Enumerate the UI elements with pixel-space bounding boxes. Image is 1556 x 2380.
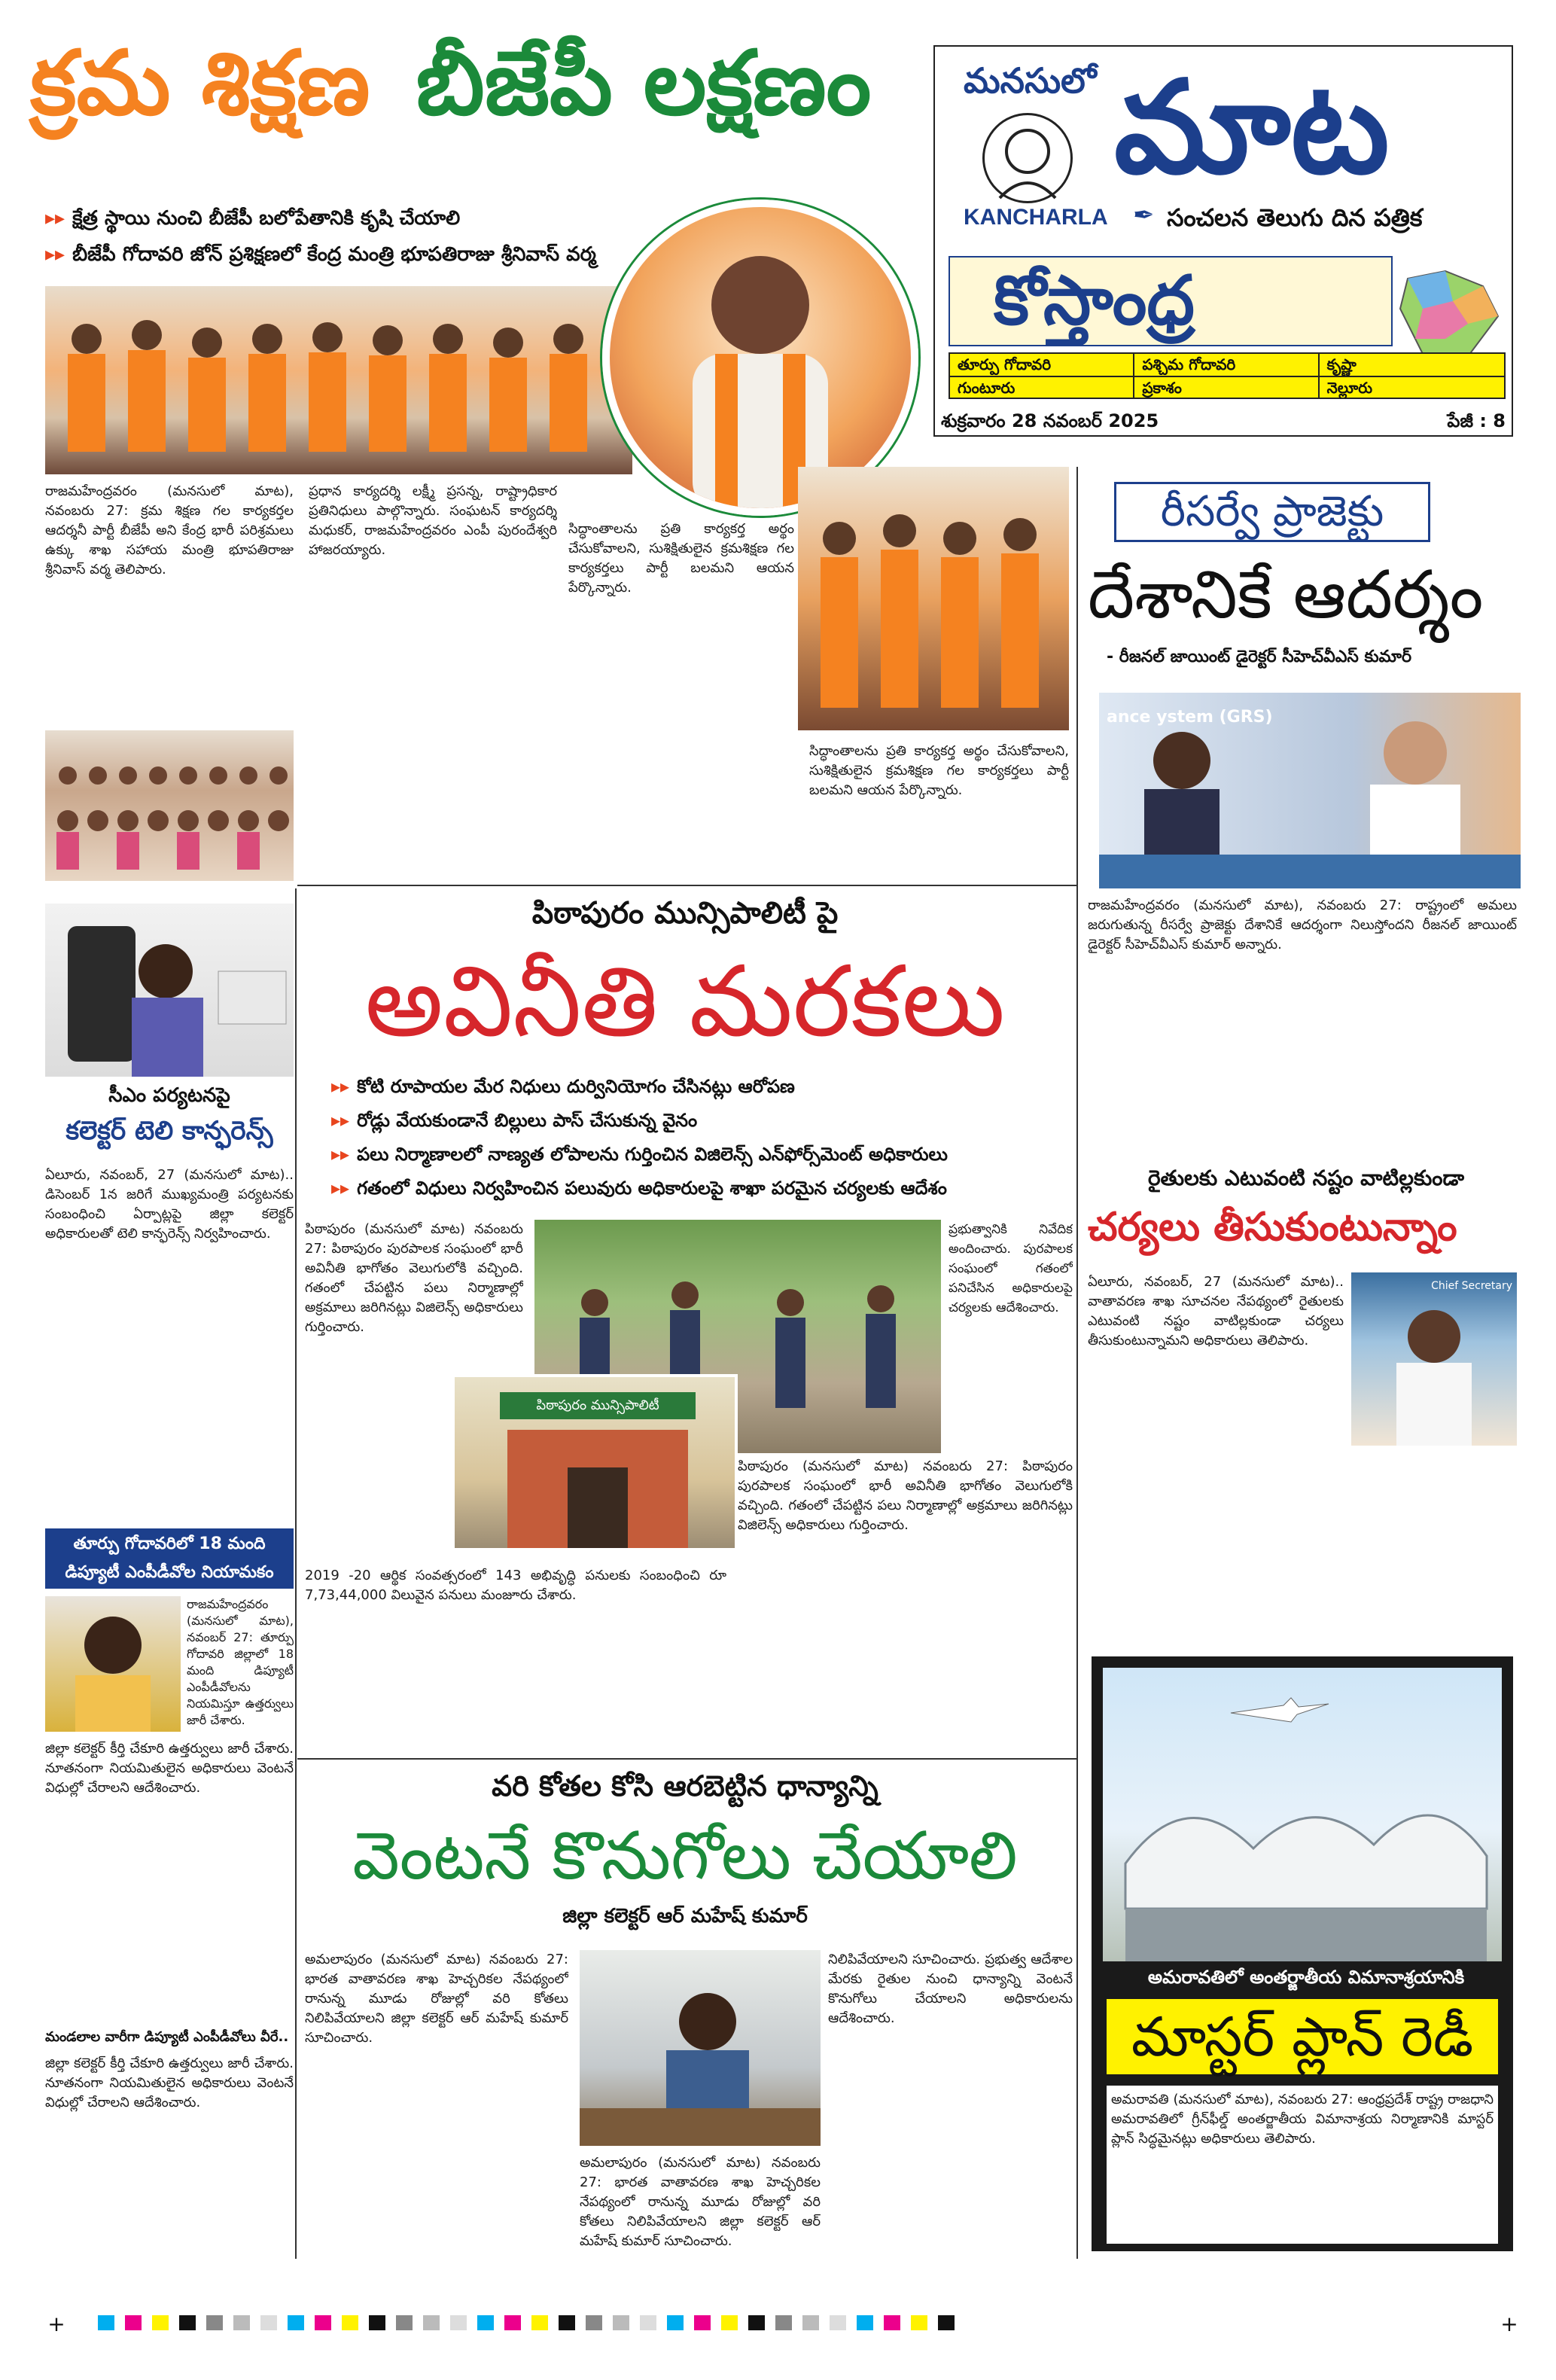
pithapuram-bullet-1: ▸▸ కోటి రూపాయల మేర నిధులు దుర్వినియోగం చేసినట్లు ఆరోపణ bbox=[331, 1076, 795, 1097]
deputy-mandal-list: జిల్లా కలెక్టర్ కీర్తి చేకూరి ఉత్తర్వులు జారీ చేశారు. నూతనంగా నియమితులైన అధికారులు వెంటనే విధుల్లో చేరాలని ఆదేశించారు. bbox=[45, 2055, 294, 2110]
collector-body: ఏలూరు, నవంబర్, 27 (మనసులో మాట).. డిసెంబర్ 1న జరిగే ముఖ్యమంత్రి పర్యటనకు సంబంధించి ఏర్పాట్లపై జిల్లా కలెక్టర్ అధికారులతో టెలి కాన్ఫరెన్స్ నిర్వహించారు. bbox=[45, 1167, 294, 1242]
lead-photo-audience bbox=[45, 730, 294, 881]
edition-title: కోస్తాంధ్ర bbox=[994, 261, 1195, 340]
paddy-byline: జిల్లా కలెక్టర్ ఆర్ మహేష్ కుమార్ bbox=[562, 1905, 808, 1927]
masthead-tagline: సంచలన తెలుగు దిన పత్రిక bbox=[1167, 203, 1423, 232]
pithapuram-body-col1: పిఠాపురం (మనసులో మాట) నవంబరు 27: పిఠాపురం పురపాలక సంఘంలో భారీ అవినీతి భాగోతం వెలుగులోకి వచ్చింది. గతంలో చేపట్టిన పలు నిర్మాణాల్లో అక్రమాలు జరిగినట్లు విజిలెన్స్ అధికారులు గుర్తించారు. bbox=[305, 1221, 523, 1335]
airport-render bbox=[1103, 1668, 1502, 1961]
resurvey-body: రాజమహేంద్రవరం (మనసులో మాట), నవంబరు 27: రాష్ట్రంలో అమలు జరుగుతున్న రీసర్వే ప్రాజెక్టు దేశానికే ఆదర్శంగా నిలుస్తోందని రీజనల్ జాయింట్ డైరెక్టర్ సీహెచ్‌వీఎస్ కుమార్ అన్నారు. bbox=[1088, 897, 1517, 952]
lead-body-col3: సిద్ధాంతాలను ప్రతి కార్యకర్త అర్థం చేసుకోవాలని, సుశిక్షితులైన క్రమశిక్షణ గల కార్యకర్తలు పార్టీ బలమని ఆయన పేర్కొన్నారు. bbox=[568, 521, 794, 596]
resurvey-headline: దేశానికే ఆదర్శం bbox=[1088, 556, 1484, 633]
pithapuram-body-col4: పిఠాపురం (మనసులో మాట) నవంబరు 27: పిఠాపురం పురపాలక సంఘంలో భారీ అవినీతి భాగోతం వెలుగులోకి వచ్చింది. గతంలో చేపట్టిన పలు నిర్మాణాల్లో అక్రమాలు జరిగినట్లు విజిలెన్స్ అధికారులు గుర్తించారు. bbox=[738, 1458, 1073, 1533]
masthead-brand-big: మాట bbox=[1114, 53, 1390, 203]
lead-body-col1: రాజమహేంద్రవరం (మనసులో మాట), నవంబరు 27: క్రమ శిక్షణ గల కార్యకర్తల ఆదర్శనీ పార్టీ బీజేపీ అని కేంద్ర భారీ పరిశ్రమలు ఉక్కు శాఖ సహాయ మంత్రి భూపతిరాజు శ్రీనివాస్ వర్మ తెలిపారు. bbox=[45, 483, 294, 577]
collector-photo bbox=[45, 904, 294, 1077]
district-cell: పశ్చిమ గోదావరి bbox=[1134, 354, 1319, 377]
district-cell: తూర్పు గోదావరి bbox=[950, 354, 1134, 377]
district-grid bbox=[949, 352, 1506, 399]
district-cell: ప్రకాశం bbox=[1134, 377, 1319, 399]
lead-body-col2: ప్రధాన కార్యదర్శి లక్ష్మీ ప్రసన్న, రాష్ట్రాధికార ప్రతినిధులు పాల్గొన్నారు. సంఘటన్ కార్యదర్శి మధుకర్, రాజమహేంద్రవరం ఎంపీ పురందేశ్వరి హాజరయ్యారు. bbox=[309, 483, 557, 558]
double-chevron-icon: ▸▸ bbox=[331, 1144, 350, 1165]
double-chevron-icon: ▸▸ bbox=[45, 243, 65, 266]
paddy-body-right: నిలిపివేయాలని సూచించారు. ప్రభుత్వ ఆదేశాల మేరకు రైతుల నుంచి ధాన్యాన్ని వెంటనే కొనుగోలు చేయాలని అధికారులను ఆదేశించారు. bbox=[828, 1952, 1073, 2026]
lead-headline-part1: క్రమ శిక్షణ bbox=[30, 31, 370, 135]
page-number: పేజీ : 8 bbox=[1447, 410, 1506, 431]
farmers-kicker: రైతులకు ఎటువంటి నష్టం వాటిల్లకుండా bbox=[1147, 1166, 1465, 1190]
deputy-side-text: రాజమహేంద్రవరం (మనసులో మాట), నవంబర్ 27: తూర్పు గోదావరి జిల్లాలో 18 మంది డిప్యూటీ ఎంపీడీవోలను నియమిస్తూ ఉత్తర్వులు జారీ చేశారు. bbox=[187, 1597, 294, 1727]
resurvey-screen-text: ance ystem (GRS) bbox=[1107, 708, 1273, 727]
resurvey-byline: - రీజనల్ జాయింట్ డైరెక్టర్ సీహెచ్‌వీఎస్ కుమార్ bbox=[1107, 648, 1411, 666]
registration-mark-right: + bbox=[1500, 2311, 1518, 2336]
lead-photo-dais bbox=[798, 467, 1069, 730]
registration-mark-left: + bbox=[47, 2311, 65, 2336]
resurvey-kicker: రీసర్వే ప్రాజెక్టు bbox=[1114, 482, 1430, 542]
paddy-photo bbox=[580, 1950, 821, 2146]
double-chevron-icon: ▸▸ bbox=[331, 1110, 350, 1131]
farmers-headline: చర్యలు తీసుకుంటున్నాం bbox=[1088, 1205, 1457, 1250]
section-rule bbox=[297, 1758, 1076, 1760]
district-cell: కృష్ణా bbox=[1320, 354, 1504, 377]
airport-body: అమరావతి (మనసులో మాట), నవంబరు 27: ఆంధ్రప్రదేశ్ రాష్ట్ర రాజధాని అమరావతిలో గ్రీన్‌ఫీల్డ్ అంతర్జాతీయ విమానాశ్రయ నిర్మాణానికి మాస్టర్ ప్లాన్ సిద్ధమైనట్లు అధికారులు తెలిపారు. bbox=[1107, 2086, 1498, 2244]
airport-kicker: అమరావతిలో అంతర్జాతీయ విమానాశ్రయానికి bbox=[1147, 1967, 1465, 1988]
collector-kicker: సీఎం పర్యటనపై bbox=[108, 1084, 230, 1107]
building-sign: పిఠాపురం మున్సిపాలిటీ bbox=[500, 1392, 696, 1419]
collector-headline: కలెక్టర్ టెలి కాన్ఫరెన్స్ bbox=[65, 1116, 273, 1146]
lead-headline bbox=[30, 30, 911, 136]
column-divider bbox=[1076, 467, 1078, 2259]
deputy-mandal-title: మండలాల వారీగా డిప్యూటీ ఎంపీడీవోలు వీరే.. bbox=[45, 2029, 289, 2045]
pithapuram-photo-building bbox=[452, 1374, 738, 1551]
farmers-photo bbox=[1351, 1272, 1517, 1446]
double-chevron-icon: ▸▸ bbox=[45, 207, 65, 230]
pithapuram-headline: అవినీతి మరకలు bbox=[364, 944, 1006, 1059]
district-cell: నెల్లూరు bbox=[1326, 379, 1373, 397]
section-rule bbox=[297, 885, 1076, 886]
lead-headline-part2: బీజేపీ లక్షణం bbox=[416, 31, 872, 135]
deputy-headline: తూర్పు గోదావరిలో 18 మంది డిప్యూటీ ఎంపీడీవోల నియామకం bbox=[65, 1534, 274, 1582]
double-chevron-icon: ▸▸ bbox=[331, 1076, 350, 1097]
deputy-photo bbox=[45, 1596, 181, 1732]
issue-date: శుక్రవారం 28 నవంబర్ 2025 bbox=[941, 410, 1159, 431]
pithapuram-kicker: పిఠాపురం మున్సిపాలిటీ పై bbox=[531, 896, 839, 931]
airport-headline: మాస్టర్ ప్లాన్ రెడీ bbox=[1131, 2005, 1474, 2068]
farmers-photo-caption: Chief Secretary bbox=[1431, 1280, 1512, 1292]
lead-body-col4: సిద్ధాంతాలను ప్రతి కార్యకర్త అర్థం చేసుకోవాలని, సుశిక్షితులైన క్రమశిక్షణ గల కార్యకర్తలు పార్టీ బలమని ఆయన పేర్కొన్నారు. bbox=[809, 743, 1069, 798]
farmers-body: ఏలూరు, నవంబర్, 27 (మనసులో మాట).. వాతావరణ శాఖ సూచనల నేపథ్యంలో రైతులకు ఎటువంటి నష్టం వాటిల్లకుండా చర్యలు తీసుకుంటున్నామని అధికారులు తెలిపారు. bbox=[1088, 1274, 1344, 1348]
pithapuram-bullet-3: ▸▸ పలు నిర్మాణాలలో నాణ్యత లోపాలను గుర్తించిన విజిలెన్స్ ఎన్‌ఫోర్స్‌మెంట్ అధికారులు bbox=[331, 1144, 948, 1165]
paddy-body: అమలాపురం (మనసులో మాట) నవంబరు 27: భారత వాతావరణ శాఖ హెచ్చరికల నేపథ్యంలో రానున్న మూడు రోజుల్లో వరి కోతలు నిలిపివేయాలని జిల్లా కలెక్టర్ ఆర్ మహేష్ కుమార్ సూచించారు. bbox=[305, 1952, 568, 2046]
lead-bullet-1: ▸▸ క్షేత్ర స్థాయి నుంచి బీజేపీ బలోపేతానికి కృషి చేయాలి bbox=[45, 207, 461, 230]
pithapuram-body-col2: 2019 -20 ఆర్థిక సంవత్సరంలో 143 అభివృద్ధి పనులకు సంబంధించి రూ 7,73,44,000 విలువైన పనులు మంజూరు చేశారు. bbox=[305, 1568, 726, 1603]
lead-photo-stage bbox=[45, 286, 632, 474]
paddy-body-bottom: అమలాపురం (మనసులో మాట) నవంబరు 27: భారత వాతావరణ శాఖ హెచ్చరికల నేపథ్యంలో రానున్న మూడు రోజుల్లో వరి కోతలు నిలిపివేయాలని జిల్లా కలెక్టర్ ఆర్ మహేష్ కుమార్ సూచించారు. bbox=[580, 2155, 821, 2249]
district-cell: గుంటూరు bbox=[950, 377, 1134, 399]
pen-nib-icon: ✒ bbox=[1133, 200, 1155, 230]
color-registration-strip bbox=[98, 2315, 1491, 2332]
left-col-divider bbox=[295, 888, 297, 2259]
pithapuram-body-col3: ప్రభుత్వానికి నివేదిక అందించారు. పురపాలక సంఘంలో గతంలో పనిచేసిన అధికారులపై చర్యలకు ఆదేశించారు. bbox=[949, 1222, 1073, 1315]
lead-bullet-2: ▸▸ బీజేపీ గోదావరి జోన్ ప్రశిక్షణలో కేంద్ర మంత్రి భూపతిరాజు శ్రీనివాస్ వర్మ bbox=[45, 243, 596, 266]
double-chevron-icon: ▸▸ bbox=[331, 1178, 350, 1199]
stage-figures bbox=[45, 286, 632, 474]
deputy-body: జిల్లా కలెక్టర్ కీర్తి చేకూరి ఉత్తర్వులు జారీ చేశారు. నూతనంగా నియమితులైన అధికారులు వెంటనే విధుల్లో చేరాలని ఆదేశించారు. bbox=[45, 1741, 294, 1796]
pithapuram-bullet-2: ▸▸ రోడ్లు వేయకుండానే బిల్లులు పాస్ చేసుకున్న వైనం bbox=[331, 1110, 698, 1131]
paddy-headline: వెంటనే కొనుగోలు చేయాలి bbox=[352, 1817, 1018, 1894]
masthead-founder: KANCHARLA bbox=[964, 205, 1108, 230]
pithapuram-bullet-4: ▸▸ గతంలో విధులు నిర్వహించిన పలువురు అధికారులపై శాఖా పరమైన చర్యలకు ఆదేశం bbox=[331, 1178, 947, 1199]
founder-portrait bbox=[982, 113, 1073, 203]
resurvey-photo bbox=[1099, 693, 1521, 888]
paddy-kicker: వరి కోతల కోసి ఆరబెట్టిన ధాన్యాన్ని bbox=[492, 1769, 878, 1803]
masthead-brand-small: మనసులో bbox=[964, 60, 1097, 101]
